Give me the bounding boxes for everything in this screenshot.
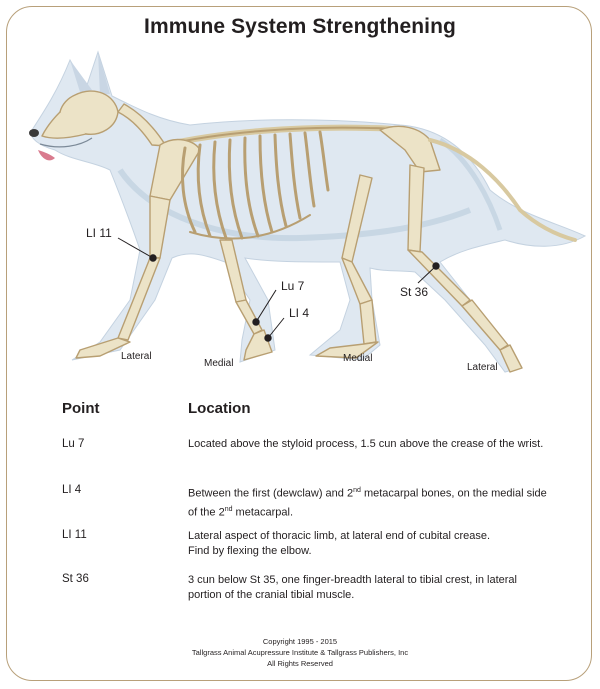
superscript-ordinal: nd [224,505,233,513]
location-text: Find by flexing the elbow. [188,545,312,557]
table-row-point: St 36 [62,573,89,585]
table-row-location [188,483,548,520]
li4-point-dot [265,335,271,341]
location-column-header: Location [188,400,251,417]
footer-copyright: Copyright 1995 - 2015 [262,637,338,646]
footer-publisher: Tallgrass Animal Acupressure Institute & Tallgrass Publishers, Inc [191,648,409,657]
lu7-point-dot [253,319,259,325]
page-title: Immune System Strengthening [144,15,456,38]
location-text: Between the first (dewclaw) and 2 [188,487,354,500]
dog-fur [31,52,585,372]
lu7-label: Lu 7 [281,279,305,293]
table-row-point: Lu 7 [62,438,85,450]
st36-point-dot [433,263,439,269]
table-row-point: LI 4 [62,484,82,496]
table-row-location [188,437,548,452]
li11-label: LI 11 [86,226,112,240]
view-label-medial-fore: Medial [204,358,234,369]
table-row-location [188,529,548,559]
footer-rights: All Rights Reserved [267,659,333,668]
view-label-lateral-fore: Lateral [121,351,152,362]
view-label-lateral-hind: Lateral [467,362,498,373]
li4-label: LI 4 [289,306,310,320]
st36-label: St 36 [400,285,429,299]
location-text: 3 cun below St 35, one finger-breadth lateral to tibial crest, in lateral portion of the cranial tibial muscle. [188,574,517,601]
table-row-location [188,573,548,603]
superscript-ordinal: nd [353,487,361,494]
point-column-header: Point [62,400,100,417]
table-row-point: LI 11 [62,529,87,541]
location-text: Lateral aspect of thoracic limb, at lateral end of cubital crease. [188,530,491,542]
location-text: metacarpal bones, on the medial side of the 2 [188,487,547,519]
li11-point-dot [150,255,156,261]
location-text: metacarpal. [232,506,294,519]
view-label-medial-hind: Medial [343,353,373,364]
location-text: Located above the styloid process, 1.5 cun above the crease of the wrist. [188,438,544,450]
